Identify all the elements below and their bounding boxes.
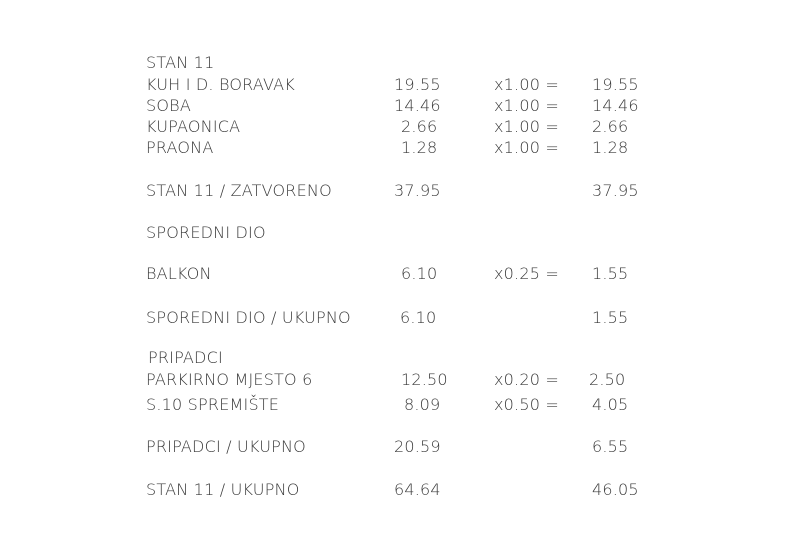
row-total: 4.05 [592,395,629,414]
row-balkon [0,263,800,285]
row-total: 19.55 [592,75,639,94]
row-coefficient: x0.25 = [494,264,559,283]
row-total: 14.46 [592,96,639,115]
row-pripadci-ukupno [0,436,800,458]
row-coefficient: x1.00 = [494,75,559,94]
row-area: 6.10 [400,308,437,327]
row-area: 19.55 [394,75,441,94]
row-label: PRIPADCI [148,348,223,367]
row-area: 8.09 [404,395,441,414]
row-stan-heading [0,52,800,74]
row-kupaonica [0,116,800,138]
row-area: 37.95 [394,181,441,200]
row-label: BALKON [146,264,212,283]
row-area: 6.10 [401,264,438,283]
row-coefficient: x1.00 = [494,96,559,115]
row-total: 37.95 [592,181,639,200]
row-stan-zatvoreno [0,180,800,202]
row-spremiste [0,394,800,416]
row-label: S.10 SPREMIŠTE [146,395,280,414]
row-total: 1.55 [592,308,629,327]
row-label: PARKIRNO MJESTO 6 [146,370,313,389]
row-soba [0,95,800,117]
row-stan-ukupno [0,479,800,501]
row-label: KUPAONICA [146,117,241,136]
row-praona [0,137,800,159]
row-area: 20.59 [394,437,441,456]
row-pripadci-heading [0,347,800,369]
row-coefficient: x1.00 = [494,117,559,136]
row-coefficient: x0.50 = [494,395,559,414]
row-parkirno-mjesto [0,369,800,391]
row-total: 46.05 [592,480,639,499]
row-coefficient: x1.00 = [494,138,559,157]
row-label: STAN 11 / UKUPNO [146,480,300,499]
row-total: 6.55 [592,437,629,456]
row-area: 1.28 [401,138,438,157]
row-coefficient: x0.20 = [494,370,559,389]
row-area: 12.50 [401,370,448,389]
row-sporedni-ukupno [0,307,800,329]
row-sporedni-heading [0,222,800,244]
row-label: KUH I D. BORAVAK [146,75,295,94]
row-label: STAN 11 [146,53,215,72]
row-area: 2.66 [401,117,438,136]
row-label: SPOREDNI DIO [146,223,266,242]
row-label: SOBA [146,96,191,115]
row-total: 1.55 [592,264,629,283]
row-total: 1.28 [592,138,629,157]
row-total: 2.66 [592,117,629,136]
row-label: PRIPADCI / UKUPNO [146,437,306,456]
row-area: 64.64 [394,480,441,499]
row-total: 2.50 [589,370,626,389]
row-kuh-boravak [0,74,800,96]
row-area: 14.46 [394,96,441,115]
row-label: PRAONA [146,138,214,157]
row-label: SPOREDNI DIO / UKUPNO [146,308,351,327]
row-label: STAN 11 / ZATVORENO [146,181,332,200]
